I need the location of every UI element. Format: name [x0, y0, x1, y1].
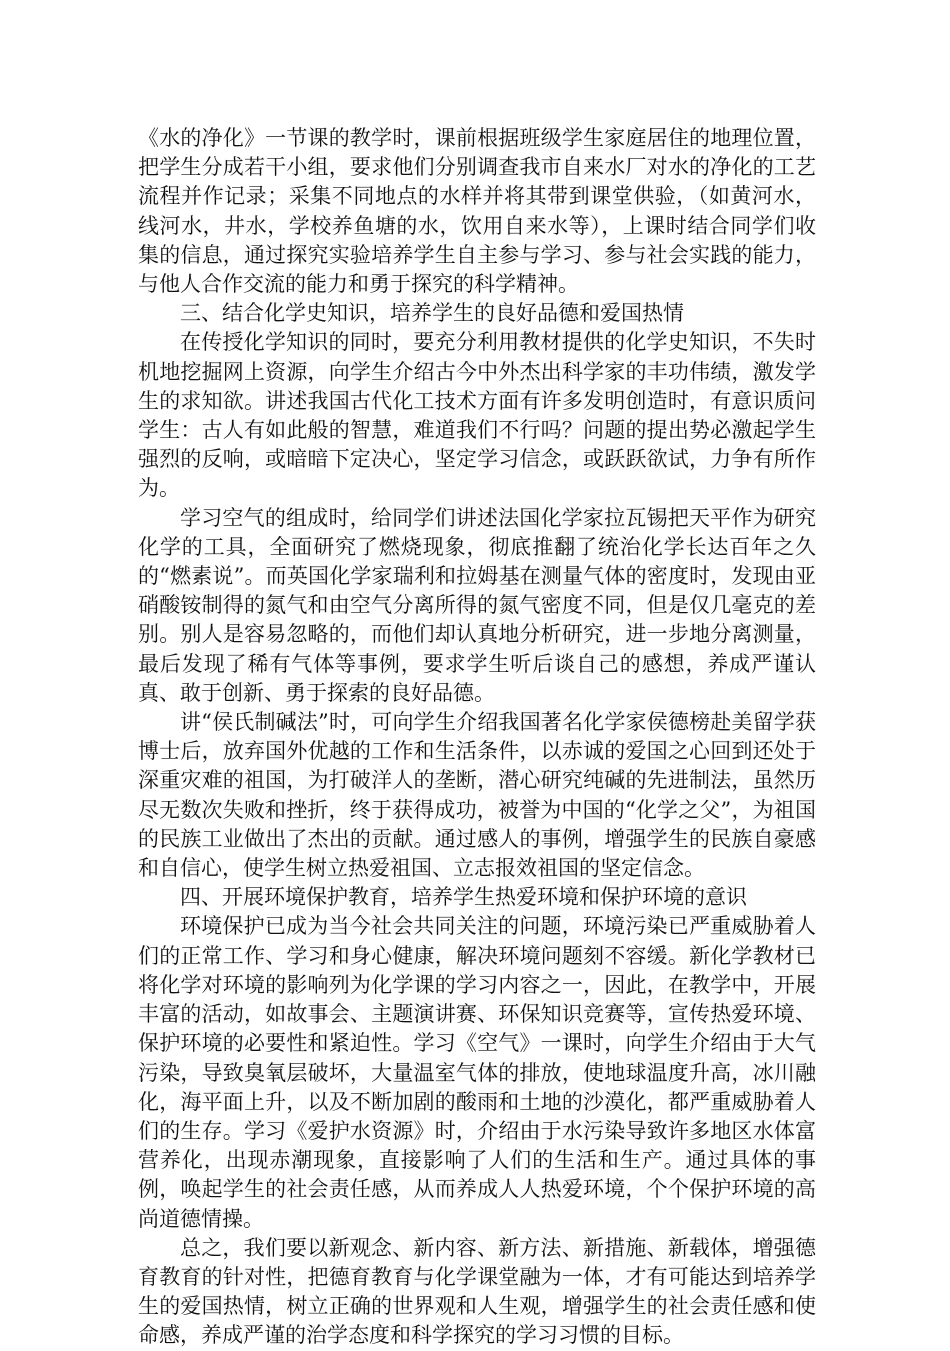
paragraph-air-composition: 学习空气的组成时，给同学们讲述法国化学家拉瓦锡把天平作为研究化学的工具，全面研究了燃烧现象，彻底推翻了统治化学长达百年之久的“燃素说”。而英国化学家瑞利和拉姆基在测量气体的密度时，发现由亚硝酸铵制得的氮气和由空气分离所得的氮气密度不同，但是仅几毫克的差别。别人是容易忽略的，而他们却认真地分析研究，进一步地分离测量，最后发现了稀有气体等事例，要求学生听后谈自己的感想，养成严谨认真、敢于创新、勇于探索的良好品德。 — [138, 505, 816, 705]
paragraph-chemistry-history: 在传授化学知识的同时，要充分利用教材提供的化学史知识，不失时机地挖掘网上资源，向学生介绍古今中外杰出科学家的丰功伟绩，激发学生的求知欲。讲述我国古代化工技术方面有许多发明创造时，有意识质问学生：古人有如此般的智慧，难道我们不行吗？问题的提出势必激起学生强烈的反响，或暗暗下定决心，坚定学习信念，或跃跃欲试，力争有所作为。 — [138, 330, 816, 501]
paragraph-hou-soda-process: 讲“侯氏制碱法”时，可向学生介绍我国著名化学家侯德榜赴美留学获博士后，放弃国外优越的工作和生活条件，以赤诚的爱国之心回到还处于深重灾难的祖国，为打破洋人的垄断，潜心研究纯碱的先进制法，虽然历尽无数次失败和挫折，终于获得成功，被誉为中国的“化学之父”，为祖国的民族工业做出了杰出的贡献。通过感人的事例，增强学生的民族自豪感和自信心，使学生树立热爱祖国、立志报效祖国的坚定信念。 — [138, 710, 816, 881]
document-page — [138, 124, 816, 1351]
paragraph-conclusion: 总之，我们要以新观念、新内容、新方法、新措施、新载体，增强德育教育的针对性，把德育教育与化学课堂融为一体，才有可能达到培养学生的爱国热情，树立正确的世界观和人生观，增强学生的社会责任感和使命感，养成严谨的治学态度和科学探究的学习习惯的目标。 — [138, 1235, 816, 1348]
paragraph-environmental-protection: 环境保护已成为当今社会共同关注的问题，环境污染已严重威胁着人们的正常工作、学习和身心健康，解决环境问题刻不容缓。新化学教材已将化学对环境的影响列为化学课的学习内容之一，因此，在教学中，开展丰富的活动，如故事会、主题演讲赛、环保知识竞赛等，宣传热爱环境、保护环境的必要性和紧迫性。学习《空气》一课时，向学生介绍由于大气污染，导致臭氧层破坏，大量温室气体的排放，使地球温度升高，冰川融化，海平面上升，以及不断加剧的酸雨和土地的沙漠化，都严重威胁着人们的生存。学习《爱护水资源》时，介绍由于水污染导致许多地区水体富营养化，出现赤潮现象，直接影响了人们的生活和生产。通过具体的事例，唤起学生的社会责任感，从而养成人人热爱环境，个个保护环境的高尚道德情操。 — [138, 914, 816, 1231]
section-heading-three: 三、结合化学史知识，培养学生的良好品德和爱国热情 — [180, 301, 684, 326]
paragraph-water-purification: 《水的净化》一节课的教学时，课前根据班级学生家庭居住的地理位置，把学生分成若干小组，要求他们分别调查我市自来水厂对水的净化的工艺流程并作记录；采集不同地点的水样并将其带到课堂供验，（如黄河水，线河水，井水，学校养鱼塘的水，饮用自来水等），上课时结合同学们收集的信息，通过探究实验培养学生自主参与学习、参与社会实践的能力，与他人合作交流的能力和勇于探究的科学精神。 — [138, 126, 816, 297]
section-heading-four: 四、开展环境保护教育，培养学生热爱环境和保护环境的意识 — [180, 885, 747, 910]
